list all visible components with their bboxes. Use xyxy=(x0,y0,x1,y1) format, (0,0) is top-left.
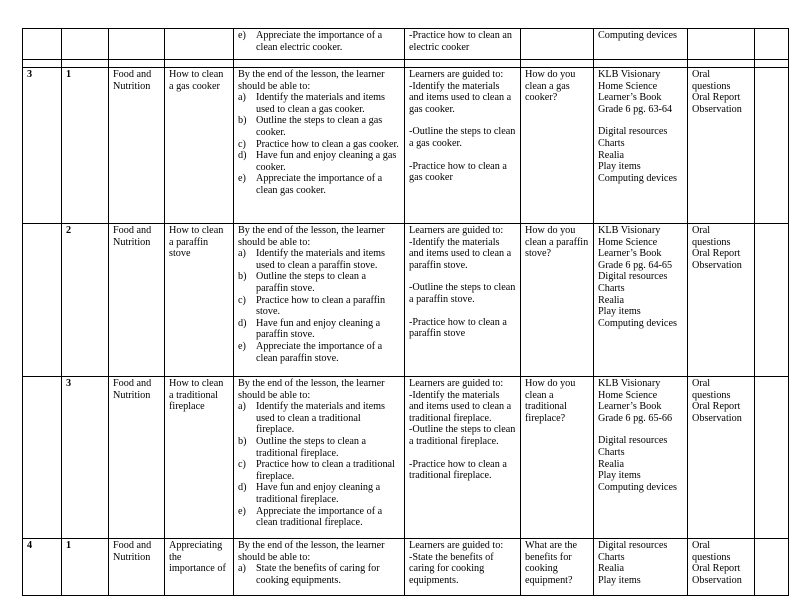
experiences-cell xyxy=(405,539,521,596)
resource-line: Realia xyxy=(598,294,625,306)
resource-line: Charts xyxy=(598,137,625,149)
experience-line: -State the benefits of caring for cooking equipments. xyxy=(409,551,494,586)
objective-item: d) Have fun and enjoy cleaning a paraffin stove. xyxy=(238,317,381,341)
assessment-line: Oral Report xyxy=(692,248,741,260)
resource-line: Realia xyxy=(598,149,625,161)
objective-item: a) Identify the materials and items used to clean a paraffin stove. xyxy=(238,248,386,271)
resource-line: Play items xyxy=(598,574,641,586)
resource-line: KLB Visionary Home Science Learner’s Book Grade 6 pg. 64-65 xyxy=(598,225,673,271)
assessment-line: Observation xyxy=(692,412,742,424)
experience-line: -Identify the materials and items used to clean a gas cooker. xyxy=(409,80,512,115)
resources-cell xyxy=(594,224,688,377)
week-cell xyxy=(23,377,62,539)
assessment-cell xyxy=(688,539,755,596)
experience-line: -Practice how to clean a gas cooker xyxy=(409,160,507,184)
table-row xyxy=(23,29,789,60)
assessment-line: Observation xyxy=(692,574,742,586)
reflection-cell xyxy=(755,224,789,377)
experience-line: -Practice how to clean a traditional fireplace. xyxy=(409,458,507,482)
experiences-cell xyxy=(405,377,521,539)
experience-line: -Outline the steps to clean a traditional fireplace. xyxy=(409,424,516,447)
lesson-cell: 1 xyxy=(62,539,109,596)
resource-line: Realia xyxy=(598,458,625,470)
experience-line: -Practice how to clean a paraffin stove xyxy=(409,316,507,340)
assessment-line: Observation xyxy=(692,259,742,271)
resource-line: Digital resources xyxy=(598,271,668,283)
resource-line: Digital resources xyxy=(598,435,668,447)
resource-line: Computing devices xyxy=(598,481,677,493)
objective-item: a) Identify the materials and items used to clean a traditional fireplace. xyxy=(238,401,386,436)
objectives-cell xyxy=(234,539,405,596)
objective-item: b) Outline the steps to clean a traditional fireplace. xyxy=(238,435,367,459)
assessment-cell xyxy=(688,224,755,377)
objectives-intro: By the end of the lesson, the learner should be able to: xyxy=(238,225,385,248)
week-cell xyxy=(23,224,62,377)
substrand-cell: How to clean a paraffin stove xyxy=(165,224,234,377)
objective-item: a) State the benefits of caring for cooking equipments. xyxy=(238,563,380,586)
assessment-cell xyxy=(688,29,755,60)
resource-line: Charts xyxy=(598,551,625,563)
table-row xyxy=(23,68,789,224)
resources-cell xyxy=(594,539,688,596)
objective-item: e) Appreciate the importance of a clean gas cooker. xyxy=(238,173,383,196)
assessment-line: Oral Report xyxy=(692,92,741,104)
question-cell: How do you clean a paraffin stove? xyxy=(521,224,594,377)
strand-cell: Food and Nutrition xyxy=(109,224,165,377)
table-row xyxy=(23,539,789,596)
objective-item: b) Outline the steps to clean a gas cooker. xyxy=(238,115,383,138)
assessment-line: Oral Report xyxy=(692,401,741,413)
resource-line: Play items xyxy=(598,161,641,173)
resource-line: Play items xyxy=(598,470,641,482)
week-cell: 4 xyxy=(23,539,62,596)
objectives-cell xyxy=(234,224,405,377)
reflection-cell xyxy=(755,68,789,224)
lesson-cell: 3 xyxy=(62,377,109,539)
objectives-intro: By the end of the lesson, the learner should be able to: xyxy=(238,540,385,563)
substrand-cell: How to clean a gas cooker xyxy=(165,68,234,224)
objectives-cell xyxy=(234,377,405,539)
question-cell: How do you clean a traditional fireplace? xyxy=(521,377,594,539)
substrand-cell: How to clean a traditional fireplace xyxy=(165,377,234,539)
lesson-cell: 1 xyxy=(62,68,109,224)
assessment-line: Oral questions xyxy=(692,69,731,92)
resource-line: Realia xyxy=(598,563,625,575)
experience-line: -Identify the materials and items used to clean a traditional fireplace. xyxy=(409,389,512,424)
experience-line: Learners are guided to: xyxy=(409,225,504,236)
question-cell: How do you clean a gas cooker? xyxy=(521,68,594,224)
objective-item: c) Practice how to clean a paraffin stove. xyxy=(238,294,386,318)
assessment-line: Oral Report xyxy=(692,563,741,575)
resource-line: Computing devices xyxy=(598,172,677,184)
objective-item: e) Appreciate the importance of a clean traditional fireplace. xyxy=(238,505,383,529)
experiences-cell xyxy=(405,68,521,224)
objective-item: b) Outline the steps to clean a paraffin stove. xyxy=(238,271,367,294)
substrand-cell xyxy=(165,29,234,60)
objective-item: a) Identify the materials and items used to clean a gas cooker. xyxy=(238,92,386,115)
reflection-cell xyxy=(755,539,789,596)
experience-line: Learners are guided to: xyxy=(409,540,504,551)
resource-line: Charts xyxy=(598,446,625,458)
objectives-cell xyxy=(234,68,405,224)
resource-line: KLB Visionary Home Science Learner’s Book Grade 6 pg. 63-64 xyxy=(598,69,673,115)
lesson-cell: 2 xyxy=(62,224,109,377)
objectives-cell xyxy=(234,29,405,60)
strand-cell: Food and Nutrition xyxy=(109,68,165,224)
lesson-cell xyxy=(62,29,109,60)
resource-line: Play items xyxy=(598,306,641,318)
reflection-cell xyxy=(755,29,789,60)
assessment-line: Oral questions xyxy=(692,225,731,248)
substrand-cell: Appreciating the importance of xyxy=(165,539,234,596)
table-row xyxy=(23,224,789,377)
question-cell: What are the benefits for cooking equipment? xyxy=(521,539,594,596)
assessment-cell xyxy=(688,68,755,224)
scheme-of-work-table xyxy=(22,28,789,596)
resource-line: KLB Visionary Home Science Learner’s Book Grade 6 pg. 65-66 xyxy=(598,378,673,424)
assessment-line: Oral questions xyxy=(692,378,731,401)
strand-cell: Food and Nutrition xyxy=(109,539,165,596)
objective-item: d) Have fun and enjoy cleaning a gas cooker. xyxy=(238,150,397,173)
objective-item: d) Have fun and enjoy cleaning a traditional fireplace. xyxy=(238,482,381,505)
week-cell: 3 xyxy=(23,68,62,224)
objective-item: c) Practice how to clean a traditional fireplace. xyxy=(238,459,395,482)
assessment-line: Oral questions xyxy=(692,540,731,563)
experience-line: Learners are guided to: xyxy=(409,378,504,389)
resource-line: Charts xyxy=(598,282,625,294)
objective-item: c) Practice how to clean a gas cooker. xyxy=(238,138,399,150)
objective-item: e) Appreciate the importance of a clean electric cooker. xyxy=(238,30,383,53)
objectives-intro: By the end of the lesson, the learner should be able to: xyxy=(238,69,385,92)
objective-item: e) Appreciate the importance of a clean paraffin stove. xyxy=(238,340,383,364)
experiences-cell xyxy=(405,224,521,377)
experience-line: -Identify the materials and items used to clean a paraffin stove. xyxy=(409,236,512,271)
reflection-cell xyxy=(755,377,789,539)
experience-line: -Outline the steps to clean a paraffin stove. xyxy=(409,282,516,305)
assessment-line: Observation xyxy=(692,103,742,115)
question-cell xyxy=(521,29,594,60)
experience-line: -Outline the steps to clean a gas cooker. xyxy=(409,126,516,149)
strand-cell: Food and Nutrition xyxy=(109,377,165,539)
experiences-cell: -Practice how to clean an electric cooker xyxy=(405,29,521,60)
experience-line: Learners are guided to: xyxy=(409,69,504,80)
assessment-cell xyxy=(688,377,755,539)
resources-cell: Computing devices xyxy=(594,29,688,60)
objectives-intro: By the end of the lesson, the learner should be able to: xyxy=(238,378,385,401)
resource-line: Computing devices xyxy=(598,317,677,329)
resources-cell xyxy=(594,377,688,539)
resource-line: Digital resources xyxy=(598,126,668,138)
resources-cell xyxy=(594,68,688,224)
table-row xyxy=(23,377,789,539)
strand-cell xyxy=(109,29,165,60)
week-cell xyxy=(23,29,62,60)
resource-line: Digital resources xyxy=(598,540,668,551)
table-row xyxy=(23,60,789,68)
